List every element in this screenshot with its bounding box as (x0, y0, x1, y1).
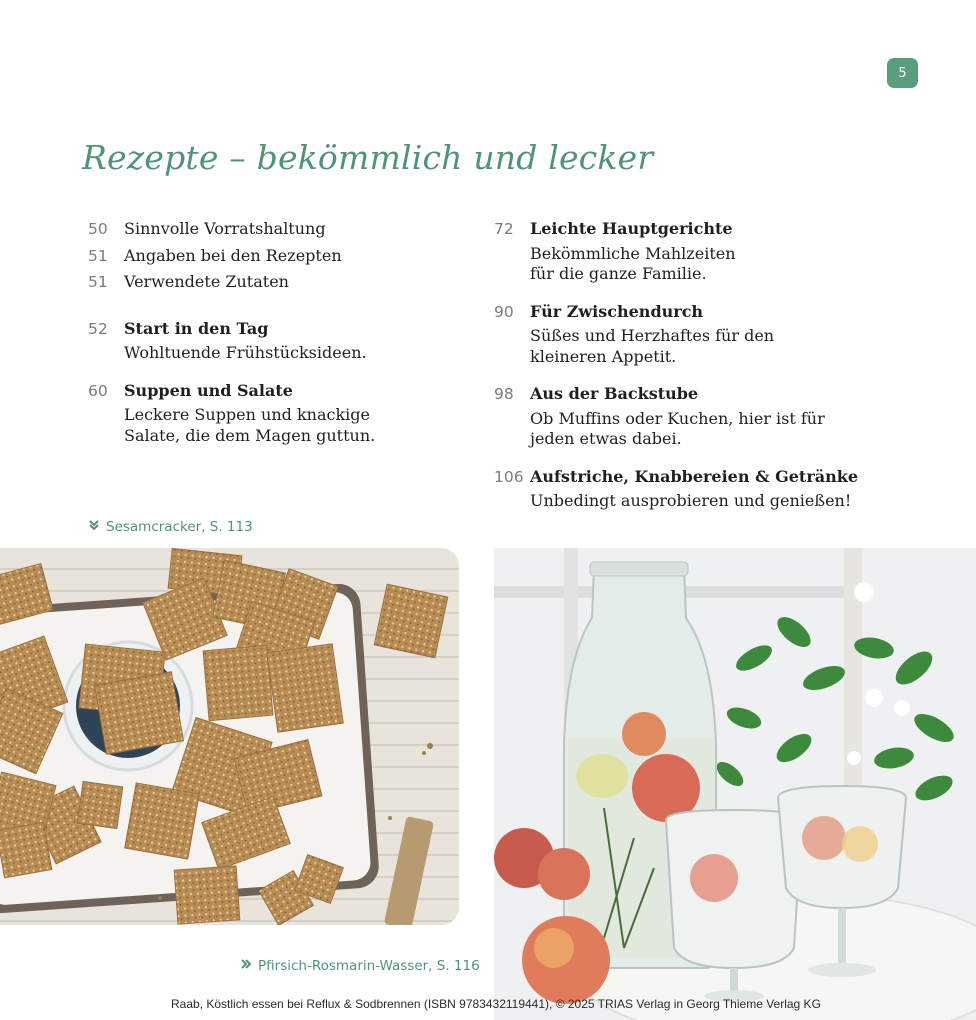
toc-entry[interactable] (88, 272, 468, 293)
toc-page-number: 72 (494, 220, 514, 238)
toc-entry-text: Verwendete Zutaten (124, 272, 289, 291)
crackers-photo (0, 548, 459, 925)
toc-page-number: 60 (88, 381, 108, 400)
toc-entry-text: Bekömmliche Mahlzeiten für die ganze Familie. (530, 243, 736, 283)
caption-crackers (88, 519, 253, 535)
toc-entry-heading: Aus der Backstube (530, 384, 699, 403)
toc-page-number: 90 (494, 302, 514, 321)
toc-right-column (494, 219, 859, 512)
caption-water (240, 958, 480, 974)
toc-entry[interactable] (494, 467, 870, 512)
toc-left-column (88, 219, 468, 446)
toc-entry-heading: Leichte Hauptgerichte (530, 219, 733, 238)
toc-entry-heading: Aufstriche, Knabbereien & Getränke (530, 466, 859, 486)
toc-page-number: 98 (494, 385, 514, 403)
caption-text: Pfirsich-Rosmarin-Wasser, S. 116 (258, 958, 480, 974)
copyright-footer: Raab, Köstlich essen bei Reflux & Sodbrennen (ISBN 9783432119441), © 2025 TRIAS Verlag in Georg Thieme Verlag KG (171, 997, 821, 1011)
toc-entry[interactable] (494, 302, 820, 368)
toc-entry[interactable] (88, 246, 468, 267)
toc-entry[interactable] (88, 319, 468, 364)
toc-entry-text: Sinnvolle Vorratshaltung (124, 219, 326, 238)
toc-entry-text: Wohltuende Frühstücksideen. (124, 343, 367, 362)
section-title: Rezepte – bekömmlich und lecker (82, 138, 654, 177)
toc-page-number: 51 (88, 246, 108, 265)
peach-water-photo (494, 548, 976, 1020)
toc-entry-text: Süßes und Herzhaftes für den kleineren Appetit. (530, 326, 775, 366)
chevron-down-icon (88, 519, 100, 535)
toc-entry-text: Unbedingt ausprobieren und genießen! (530, 491, 852, 510)
caption-text: Sesamcracker, S. 113 (106, 519, 253, 535)
toc-page-number: 51 (88, 273, 108, 291)
toc-entry[interactable] (494, 219, 745, 285)
toc-entry-heading: Für Zwischendurch (530, 301, 704, 321)
toc-entry-heading: Suppen und Salate (124, 380, 293, 400)
toc-page-number: 106 (494, 467, 524, 486)
toc-page-number: 52 (88, 319, 108, 338)
toc-entry[interactable] (88, 381, 394, 447)
toc-entry[interactable] (88, 219, 468, 240)
toc-page-number: 50 (88, 220, 108, 238)
chevron-right-icon (240, 958, 252, 974)
toc-entry-heading: Start in den Tag (124, 318, 269, 338)
toc-entry[interactable] (494, 384, 840, 450)
page-number-badge: 5 (887, 58, 918, 88)
toc-entry-text: Leckere Suppen und knackige Salate, die dem Magen guttun. (124, 405, 376, 445)
toc-entry-text: Angaben bei den Rezepten (124, 245, 342, 265)
toc-entry-text: Ob Muffins oder Kuchen, hier ist für jeden etwas dabei. (530, 408, 825, 448)
